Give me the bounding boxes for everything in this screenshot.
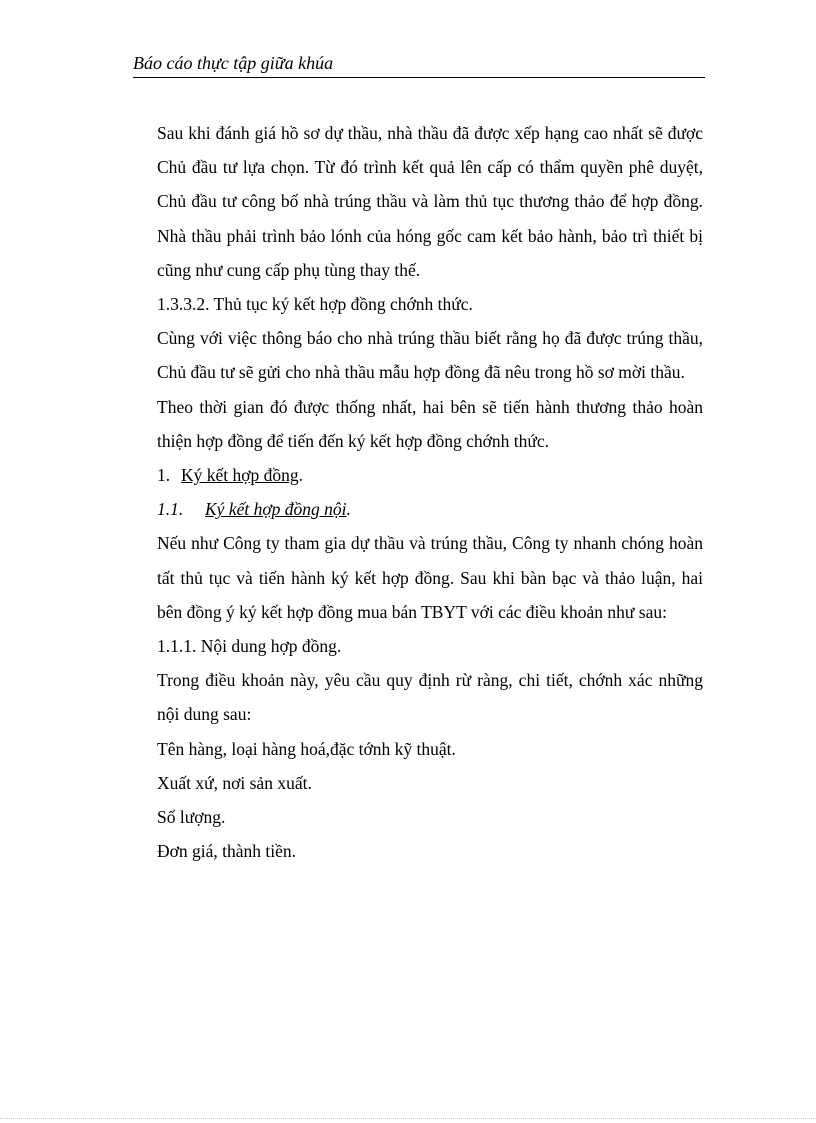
- list-item: Đơn giá, thành tiền.: [157, 841, 297, 862]
- heading-1-text: Ký kết hợp đồng: [181, 465, 299, 486]
- paragraph-5: Trong điều khoản này, yêu cầu quy định rừ ràng, chi tiết, chớnh xác những nội dung sau:: [157, 670, 703, 725]
- heading-1-1-suffix: .: [346, 499, 351, 520]
- header-title: Báo cáo thực tập giữa khúa: [133, 53, 334, 73]
- paragraph-4: Nếu như Công ty tham gia dự thầu và trúng thầu, Công ty nhanh chóng hoàn tất thủ tục và tiến hành ký kết hợp đồng. Sau khi bàn bạc và thảo luận, hai bên đồng ý ký kết hợp đồng mua bán TBYT với các điều khoản như sau:: [157, 533, 703, 622]
- list-item: Xuất xứ, nơi sản xuất.: [157, 772, 312, 793]
- heading-1-1-1: 1.1.1. Nội dung hợp đồng.: [157, 636, 342, 657]
- heading-1-1-text: Ký kết hợp đồng nội: [205, 499, 347, 520]
- heading-1: [157, 458, 703, 492]
- paragraph-1: Sau khi đánh giá hồ sơ dự thầu, nhà thầu đã được xếp hạng cao nhất sẽ được Chủ đầu tư lựa chọn. Từ đó trình kết quả lên cấp có thẩm quyền phê duyệt, Chủ đầu tư công bố nhà trúng thầu và làm thủ tục thương thảo để hợp đồng. Nhà thầu phải trình bảo lónh của hóng gốc cam kết bảo hành, bảo trì thiết bị cũng như cung cấp phụ tùng thay thế.: [157, 123, 703, 280]
- page-header: [133, 52, 705, 78]
- heading-1-number: 1.: [157, 465, 171, 486]
- paragraph-3: Theo thời gian đó được thống nhất, hai bên sẽ tiến hành thương thảo hoàn thiện hợp đồng để tiến đến ký kết hợp đồng chớnh thức.: [157, 396, 703, 451]
- paragraph-2: Cùng với việc thông báo cho nhà trúng thầu biết rằng họ đã được trúng thầu, Chủ đầu tư sẽ gửi cho nhà thầu mẫu hợp đồng đã nêu trong hồ sơ mời thầu.: [157, 328, 703, 383]
- heading-1-1: [157, 492, 703, 526]
- page-bottom-divider: [0, 1118, 816, 1119]
- document-body: [157, 116, 703, 868]
- list-item: Tên hàng, loại hàng hoá,đặc tớnh kỹ thuật.: [157, 738, 456, 759]
- heading-1-3-3-2: 1.3.3.2. Thủ tục ký kết hợp đồng chớnh thức.: [157, 294, 473, 315]
- heading-1-1-number: 1.1.: [157, 499, 184, 520]
- heading-1-suffix: .: [298, 465, 304, 486]
- list-item: Số lượng.: [157, 807, 226, 828]
